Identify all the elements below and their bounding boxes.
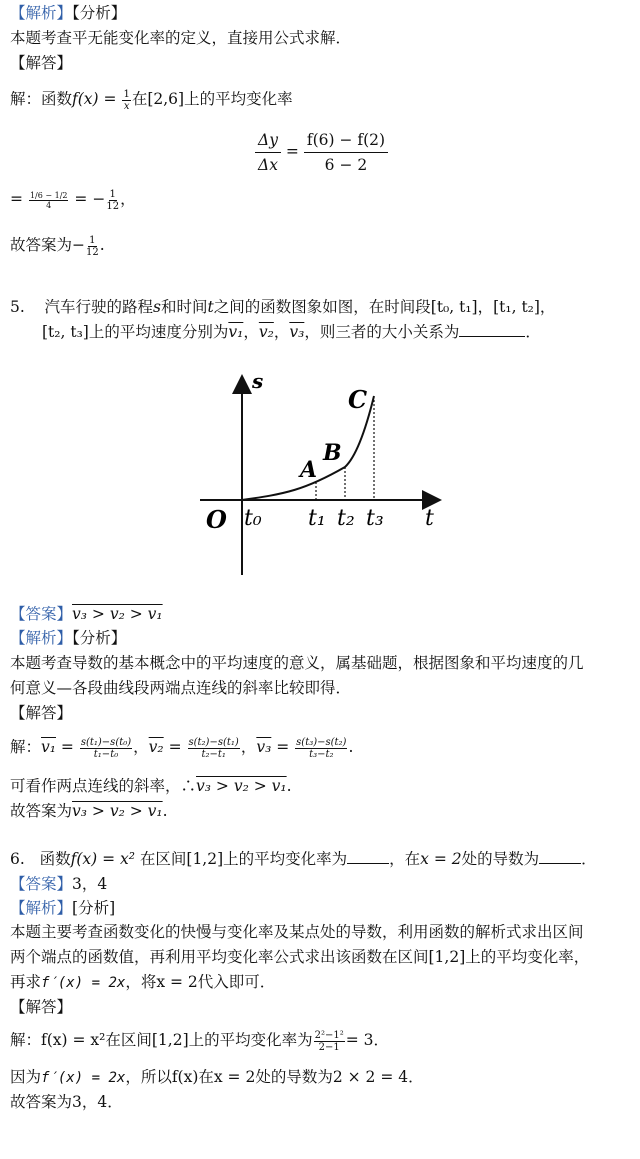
p5-sol-v3-den: t₃−t₂: [309, 748, 334, 760]
p6-analysis-heading: [10, 897, 115, 919]
p6-qa: 函数: [39, 850, 71, 868]
p4-final-den: 12: [86, 246, 99, 258]
p5-answer: v₃ > v₂ > v₁: [72, 605, 163, 623]
p4-big-formula: [255, 128, 388, 177]
p4-tag-answer-steps: 【解答】: [10, 54, 73, 72]
p5-var-t: t: [207, 298, 214, 316]
p6-tag-fenxi: [分析]: [72, 899, 116, 917]
p4-sol-prefix: 解：函数: [10, 90, 73, 108]
p6-sol-b: = 3．: [345, 1031, 390, 1049]
p6-qc: ，在: [389, 850, 421, 868]
p6-sol-a: 解：f(x) = x²在区间[1,2]上的平均变化率为: [10, 1031, 313, 1049]
p4-final-num: 1: [89, 234, 96, 246]
p5-sol-v3-num: s(t₃)−s(t₂): [296, 736, 347, 748]
p6-because-deriv: f′(x) = 2x: [41, 1070, 126, 1086]
p5-var-s: s: [153, 298, 161, 316]
p5-answer-steps-heading: [10, 702, 72, 724]
p4-big-rhs-num: f(6) − f(2): [304, 128, 388, 153]
p5-analysis-heading: [10, 627, 126, 649]
graph-t0: t₀: [244, 506, 262, 531]
p5-answer-blank: [459, 322, 525, 337]
p4-step-inner-den: 4: [46, 200, 52, 210]
p4-step-tail: ，: [120, 190, 136, 208]
p4-step-eq1: =: [10, 190, 23, 208]
p4-step-res-den: 12: [106, 200, 120, 212]
p4-big-rhs: [304, 128, 388, 177]
p5-sol-v1-fraction: [80, 737, 132, 760]
p5-distance-time-graph: [190, 370, 450, 585]
p4-step-inner-fraction: [29, 191, 69, 210]
p5-tag-analysis: 【解析】: [10, 629, 73, 647]
p6-blank-1: [347, 849, 389, 864]
p5-q2b: ，则三者的大小关系为: [304, 323, 460, 341]
p6-analysis3a: 再求: [10, 973, 42, 991]
p4-big-lhs-num: Δy: [255, 128, 281, 153]
p4-frac-num: 1: [123, 88, 130, 100]
p5-sol-v3: v₃: [256, 738, 272, 756]
p6-analysis-line2: 两个端点的函数值，再利用平均变化率公式求出该函数在区间[1,2]上的平均变化率，: [10, 948, 590, 966]
p5-sol-v2-num: s(t₂)−s(t₁): [188, 736, 239, 748]
p4-analysis-heading: [10, 2, 126, 24]
p5-q2a: [t₂, t₃]上的平均速度分别为: [42, 323, 229, 341]
p5-question-line2: [t₂, t₃]上的平均速度分别为v₁，v₂，v₃，则三者的大小关系为 ．: [42, 323, 541, 341]
p5-v3: v₃: [289, 323, 305, 341]
p4-big-rhs-den: 6 − 2: [324, 156, 368, 174]
p6-final-answer: 故答案为3，4．: [10, 1093, 123, 1111]
p5-number: 5.: [10, 298, 25, 316]
graph-t1: t₁: [308, 506, 326, 531]
p4-sol-mid: 在[2,6]上的平均变化率: [131, 90, 293, 108]
p4-tag-analysis: 【解析】: [10, 4, 73, 22]
p5-slope-line: 可看作两点连线的斜率，∴v₃ > v₂ > v₁.: [10, 777, 292, 795]
p6-blank-2: [539, 849, 581, 864]
p6-analysis-line1: 本题主要考查函数变化的快慢与变化率及某点处的导数，利用函数的解析式求出区间: [10, 923, 584, 941]
p5-sol-v1: v₁: [41, 738, 56, 756]
p5-final-prefix: 故答案为: [10, 802, 73, 820]
p6-tag-answer-steps: 【解答】: [10, 998, 73, 1016]
p6-tag-answer: 【答案】: [10, 875, 73, 893]
p5-q1b: 和时间: [161, 298, 208, 316]
p5-v2: v₂: [258, 323, 274, 341]
p5-tag-fenxi: 【分析】: [72, 629, 127, 647]
p6-solution-line: [10, 1028, 389, 1053]
p5-sol-v2: v₂: [148, 738, 164, 756]
graph-point-c: C: [348, 385, 368, 414]
p5-v1: v₁: [228, 323, 244, 341]
p5-sol-v3-fraction: [295, 737, 347, 760]
p5-sol-v1-den: t₁−t₀: [93, 748, 119, 760]
p6-sol-fraction: [314, 1030, 345, 1053]
p4-func: f(x) =: [72, 90, 117, 108]
p6-qb: 在区间[1,2]上的平均变化率为: [139, 850, 348, 868]
p6-sol-frac-num: 2²−1²: [314, 1029, 344, 1041]
graph-t3: t₃: [366, 506, 384, 531]
p6-sol-frac-den: 2−1: [318, 1041, 340, 1053]
p5-intervals-line1: [t₀, t₁]，[t₁, t₂]，: [430, 298, 556, 316]
p6-analysis3b: ，将x = 2代入即可．: [125, 973, 276, 991]
p5-sol-v2-den: t₂−t₁: [201, 748, 226, 760]
p6-answer-steps-heading: [10, 996, 72, 1018]
p4-analysis-text: 本题考查平无能变化率的定义，直接用公式求解．: [10, 29, 352, 47]
p6-because-b: ，所以f(x)在x = 2处的导数为2 × 2 = 4．: [125, 1068, 424, 1086]
p4-step-eq2: = −: [74, 190, 106, 208]
p5-sol-prefix: 解：: [10, 738, 42, 756]
p5-solution-line: 解：v₁ = $\frac{\text{s(t₁)−s(t₀)}}{\text{t₁−t₀}}$ ，v₂ = $\frac{\text{s(t₂)−s(t₁)}}{\text{t₂−t₁}}$ ，v₃ = $\frac{\text{s(t₃)−s(t₂)}}{\text{t₃−t₂}}$ .: [10, 736, 354, 760]
p6-answer: 3，4: [72, 875, 108, 893]
p4-big-lhs-den: Δx: [258, 156, 278, 174]
p4-solution-line: [10, 88, 293, 112]
p5-analysis-line1: 本题考查导数的基本概念中的平均速度的意义，属基础题，根据图象和平均速度的几: [10, 654, 584, 672]
p4-final-fraction: [86, 235, 99, 258]
graph-point-b: B: [323, 440, 342, 466]
p5-sol-v2-fraction: [188, 737, 240, 760]
p5-answer-line: [10, 603, 163, 625]
p5-tag-answer: 【答案】: [10, 605, 73, 623]
p5-question-line1: [10, 296, 555, 318]
p4-final-tail: .: [99, 236, 105, 254]
p4-step-res-num: 1: [109, 188, 116, 200]
p5-q1c: 之间的函数图象如图，在时间段: [213, 298, 431, 316]
p5-slope-text: 可看作两点连线的斜率，∴: [10, 777, 197, 795]
graph-axis-t: t: [425, 506, 434, 531]
p4-step-line: [10, 187, 136, 212]
graph-axis-s: s: [252, 370, 264, 393]
p5-final-value: v₃ > v₂ > v₁: [72, 802, 163, 820]
p6-answer-line: [10, 873, 107, 895]
p6-because-a: 因为: [10, 1068, 42, 1086]
p5-q2-end: ．: [525, 323, 541, 341]
p5-analysis-line2: 何意义—各段曲线段两端点连线的斜率比较即得．: [10, 679, 352, 697]
graph-origin: O: [206, 505, 227, 534]
p6-q-func: f(x) = x²: [70, 850, 140, 868]
p5-sol-v1-num: s(t₁)−s(t₀): [80, 736, 132, 748]
p6-number: 6.: [10, 850, 25, 868]
graph-t2: t₂: [337, 506, 355, 531]
p6-qd: 处的导数为: [461, 850, 540, 868]
p4-answer-steps-heading: [10, 52, 72, 74]
p4-func-fraction: [122, 89, 130, 112]
p5-final-answer: 故答案为v₃ > v₂ > v₁.: [10, 802, 168, 820]
p6-q-end: ．: [581, 850, 597, 868]
p6-analysis-deriv: f′(x) = 2x: [41, 975, 126, 991]
p4-step-inner-num: 1/6 − 1/2: [29, 190, 68, 200]
p6-because-line: [10, 1066, 424, 1089]
p4-frac-den: x: [123, 100, 130, 112]
p4-final-answer: [10, 233, 105, 258]
p4-big-lhs: [255, 128, 281, 177]
p5-slope-answer: v₃ > v₂ > v₁: [196, 777, 287, 795]
p6-tag-analysis: 【解析】: [10, 899, 73, 917]
graph-point-a: A: [300, 457, 318, 483]
p6-question: [10, 848, 597, 870]
p6-q-x2: x = 2: [420, 850, 462, 868]
p6-analysis-line3: [10, 971, 275, 994]
p5-tag-answer-steps: 【解答】: [10, 704, 73, 722]
p4-step-result-fraction: [106, 189, 119, 212]
p5-q1a: 汽车行驶的路程: [44, 298, 154, 316]
p4-big-eq: =: [285, 142, 299, 161]
p4-tag-fenxi: 【分析】: [72, 4, 127, 22]
p4-final-prefix: 故答案为−: [10, 236, 85, 254]
